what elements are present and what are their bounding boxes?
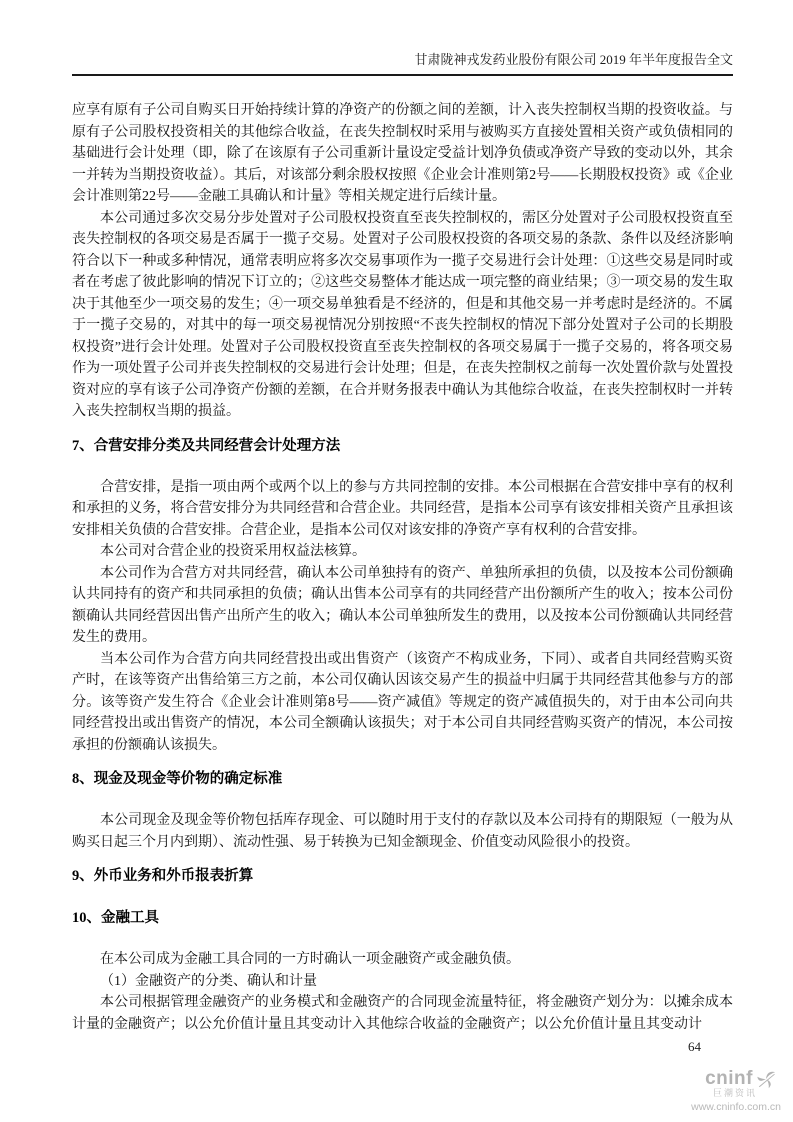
paragraph: 本公司作为合营方对共同经营，确认本公司单独持有的资产、单独所承担的负债，以及按本公司份额确认共同持有的资产和共同承担的负债；确认出售本公司享有的共同经营产出份额所产生的收入；按本公司份额确认共同经营因出售产出所产生的收入；确认本公司单独所发生的费用，以及按本公司份额确认共同经营发生的费用。 [72,565,733,645]
paragraph: 本公司通过多次交易分步处置对子公司股权投资直至丧失控制权的，需区分处置对子公司股权投资直至丧失控制权的各项交易是否属于一揽子交易。处置对子公司股权投资的各项交易的条款、条件以及经济影响符合以下一种或多种情况，通常表明应将多次交易事项作为一揽子交易进行会计处理：①这些交易是同时或者在考虑了彼此影响的情况下订立的；②这些交易整体才能达成一项完整的商业结果；③一项交易的发生取决于其他至少一项交易的发生；④一项交易单独看是不经济的，但是和其他交易一并考虑时是经济的。不属于一揽子交易的，对其中的每一项交易视情况分别按照“不丧失控制权的情况下部分处置对子公司的长期股权投资”进行会计处理。处置对子公司股权投资直至丧失控制权的各项交易属于一揽子交易的，将各项交易作为一项处置子公司并丧失控制权的交易进行会计处理；但是，在丧失控制权之前每一次处置价款与处置投资对应的享有该子公司净资产份额的差额，在合并财务报表中确认为其他综合收益，在丧失控制权时一并转入丧失控制权当期的损益。 [72,210,733,419]
paragraph: 本公司现金及现金等价物包括库存现金、可以随时用于支付的存款以及本公司持有的期限短（一般为从购买日起三个月内到期）、流动性强、易于转换为已知金额现金、价值变动风险很小的投资。 [72,813,733,850]
section-heading-8: 8、现金及现金等价物的确定标准 [72,771,283,787]
paragraph: 应享有原有子公司自购买日开始持续计算的净资产的份额之间的差额，计入丧失控制权当期的投资收益。与原有子公司股权投资相关的其他综合收益，在丧失控制权时采用与被购买方直接处置相关资产或负债相同的基础进行会计处理（即，除了在该原有子公司重新计量设定受益计划净负债或净资产导致的变动以外，其余一并转为当期投资收益）。其后，对该部分剩余股权按照《企业会计准则第2号——长期股权投资》或《企业会计准则第22号——金融工具确认和计量》等相关规定进行后续计量。 [72,103,733,204]
cninfo-watermark [653,1068,783,1114]
paragraph: （1）金融资产的分类、确认和计量 [100,973,317,989]
cninfo-site-url: www.cninfo.com.cn [691,1101,781,1113]
cninfo-swirl-icon [755,1068,777,1090]
section-heading-10: 10、金融工具 [72,910,159,926]
cninfo-logo [653,1068,783,1090]
paragraph: 本公司根据管理金融资产的业务模式和金融资产的合同现金流量特征，将金融资产划分为：以摊余成本计量的金融资产；以公允价值计量且其变动计入其他综合收益的金融资产；以公允价值计量且其变动计 [72,995,733,1032]
cninfo-brand-text: cninf [705,1068,753,1089]
page-number: 64 [688,1039,701,1054]
section-heading-9: 9、外币业务和外币报表折算 [72,868,254,884]
paragraph: 在本公司成为金融工具合同的一方时确认一项金融资产或金融负债。 [100,952,520,967]
paragraph: 本公司对合营企业的投资采用权益法核算。 [100,544,366,559]
section-heading-7: 7、合营安排分类及共同经营会计处理方法 [72,437,341,454]
paragraph: 当本公司作为合营方向共同经营投出或出售资产（该资产不构成业务，下同）、或者自共同经营购买资产时，在该等资产出售给第三方之前，本公司仅确认因该交易产生的损益中归属于共同经营其他参与方的部分。该等资产发生符合《企业会计准则第8号——资产减值》等规定的资产减值损失的，对于由本公司向共同经营投出或出售资产的情况，本公司全额确认该损失；对于本公司自共同经营购买资产的情况，本公司按承担的份额确认该损失。 [72,651,733,753]
cninfo-chinese-label: 巨潮资讯 [712,1088,757,1098]
document-body [72,100,733,1035]
report-header-title: 甘肃陇神戎发药业股份有限公司 2019 年半年度报告全文 [72,52,733,76]
page-content [72,52,733,1035]
paragraph: 合营安排，是指一项由两个或两个以上的参与方共同控制的安排。本公司根据在合营安排中享有的权利和承担的义务，将合营安排分为共同经营和合营企业。共同经营，是指本公司享有该安排相关资产且承担该安排相关负债的合营安排。合营企业，是指本公司仅对该安排的净资产享有权利的合营安排。 [72,479,733,538]
